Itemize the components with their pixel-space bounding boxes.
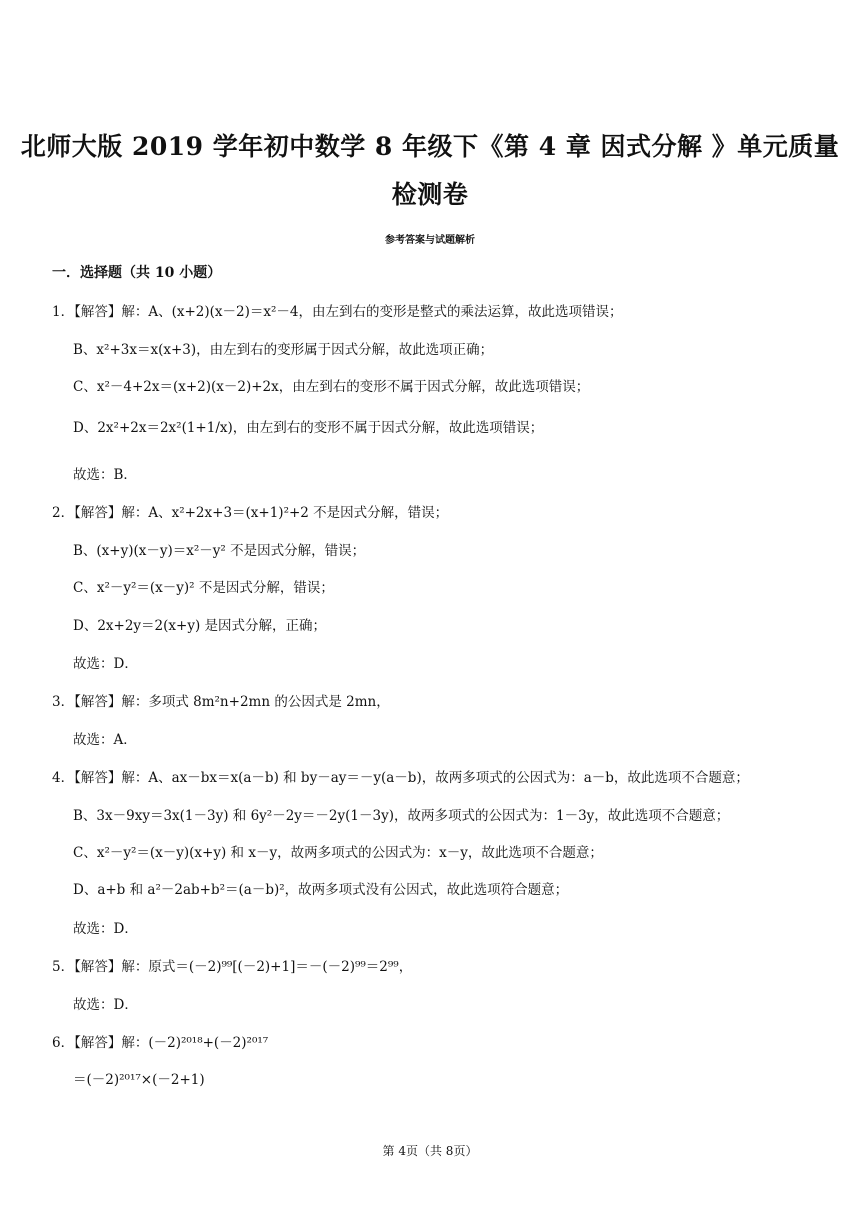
answer-line: 2．【解答】解：A、x²+2x+3＝(x+1)²+2 不是因式分解，错误； [52, 505, 449, 521]
answer-line: ＝(－2)²⁰¹⁷×(－2+1) [73, 1072, 205, 1088]
answer-line: D、2x+2y＝2(x+y) 是因式分解，正确； [73, 618, 327, 634]
section-heading: 一．选择题（共 10 小题） [52, 265, 222, 281]
answer-line: B、(x+y)(x－y)＝x²－y² 不是因式分解，错误； [73, 543, 366, 559]
document-title-line-2: 检测卷 [391, 180, 469, 209]
answer-line: 4．【解答】解：A、ax－bx＝x(a－b) 和 by－ay＝－y(a－b)，故两多项式的公因式为：a－b，故此选项不合题意； [52, 770, 749, 786]
answer-line: D、2x²+2x＝2x²(1+1/x)，由左到右的变形不属于因式分解，故此选项错误； [73, 420, 544, 436]
answer-line: D、a+b 和 a²－2ab+b²＝(a－b)²，故两多项式没有公因式，故此选项符合题意； [73, 882, 569, 898]
answer-line: 3．【解答】解：多项式 8m²n+2mn 的公因式是 2mn， [52, 694, 390, 710]
answer-line: 故选：A． [73, 732, 137, 748]
page-footer: 第 4页（共 8页） [382, 1144, 478, 1158]
answer-line: 故选：D． [73, 997, 138, 1013]
answer-line: 故选：D． [73, 921, 138, 937]
document-title-line-1: 北师大版 2019 学年初中数学 8 年级下《第 4 章 因式分解 》单元质量 [20, 132, 840, 161]
document-subtitle: 参考答案与试题解析 [385, 235, 475, 246]
answer-line: B、3x－9xy＝3x(1－3y) 和 6y²－2y＝－2y(1－3y)，故两多项式的公因式为：1－3y，故此选项不合题意； [73, 808, 730, 824]
answer-line: C、x²－y²＝(x－y)(x+y) 和 x－y，故两多项式的公因式为：x－y，故此选项不合题意； [73, 845, 603, 861]
answer-line: 故选：D． [73, 656, 138, 672]
answer-line: 5．【解答】解：原式＝(－2)⁹⁹[(－2)+1]＝－(－2)⁹⁹＝2⁹⁹， [52, 959, 413, 975]
answer-line: 故选：B． [73, 467, 137, 483]
answer-line: 6．【解答】解：(－2)²⁰¹⁸+(－2)²⁰¹⁷ [52, 1035, 269, 1051]
answer-line: C、x²－y²＝(x－y)² 不是因式分解，错误； [73, 580, 334, 596]
answer-line: 1．【解答】解：A、(x+2)(x－2)＝x²－4，由左到右的变形是整式的乘法运算，故此选项错误； [52, 304, 623, 320]
answer-line: B、x²+3x＝x(x+3)，由左到右的变形属于因式分解，故此选项正确； [73, 342, 494, 358]
answer-line: C、x²－4+2x＝(x+2)(x－2)+2x，由左到右的变形不属于因式分解，故此选项错误； [73, 379, 590, 395]
